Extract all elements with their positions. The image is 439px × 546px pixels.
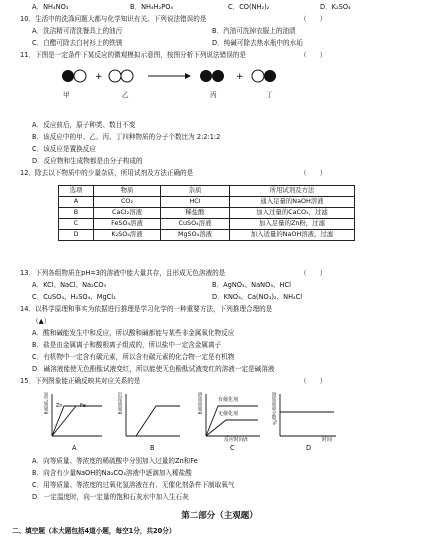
part2-title: 第二部分（主观题） <box>181 511 258 521</box>
table-cell: 通入足量的NaOH溶液 <box>230 197 355 208</box>
graph-c-legend-without: 无催化剂 <box>218 411 239 417</box>
graph-c-xlabel: 反应时间/t <box>224 437 248 443</box>
q11-opt-d: D．反应物和生成物都是由分子构成的 <box>32 157 143 165</box>
label-yi: 乙 <box>122 91 129 99</box>
graph-b-ylabel: 沉淀质量/g <box>116 392 122 415</box>
q10-opt-c: C．白醋可除去白衬衫上的铁锈 <box>32 39 123 47</box>
q9-opt-b: B．NH₄H₂PO₄ <box>130 3 174 11</box>
q14-opt-b: B．盐是由金属离子和酸根离子组成的，所以盐中一定含金属离子 <box>32 341 222 349</box>
q14-stem: 14．以科学原理和事实为依据进行推理是学习化学的一种重要方法，下列推理合理的是 <box>20 305 273 313</box>
q15-opt-d: D．一定温度时，向一定量的饱和石灰水中加入生石灰 <box>32 493 189 501</box>
q13-stem: 13．下列各组物质在pH=3的溶液中能大量共存，且形成无色溶液的是 <box>20 269 226 277</box>
graph-a-ylabel: 氢气质量/g <box>42 392 48 415</box>
q9-opt-a: A．NH₄NO₃ <box>32 3 69 11</box>
reaction-diagram <box>40 62 340 106</box>
q14-opt-d: D．碱溶液能使无色酚酞试液变红，所以能使无色酚酞试液变红的溶液一定是碱溶液 <box>32 365 275 373</box>
q10-stem: 10．生活中的洗涤问题大都与化学知识有关。下列说法错误的是 <box>20 15 207 23</box>
label-jia: 甲 <box>63 91 70 99</box>
table-cell: D <box>59 230 94 241</box>
q12-paren: （ ） <box>300 169 327 177</box>
graph-a-legend-zn: Zn <box>56 403 63 409</box>
q11-paren: （ ） <box>300 51 327 59</box>
table-header: 杂质 <box>161 186 230 197</box>
q9-opt-c: C．CO(NH₂)₂ <box>228 3 270 11</box>
q13-opt-b: B．AgNO₃、NaNO₃、HCl <box>212 281 291 289</box>
graph-b <box>126 394 180 436</box>
table-cell: 加入适量的NaOH溶液，过滤 <box>230 230 355 241</box>
q15-paren: （ ） <box>300 377 327 385</box>
table-cell: CaCl₂溶液 <box>94 208 161 219</box>
table-cell: 加入足量的Zn粉，过滤 <box>230 219 355 230</box>
q11-opt-c: C．该反应是置换反应 <box>32 145 96 153</box>
table-cell: C <box>59 219 94 230</box>
table-row <box>59 230 355 241</box>
table-cell: 加入过量的CaCO₃，过滤 <box>230 208 355 219</box>
graph-a-legend-fe: Fe <box>80 403 86 409</box>
graph-a-fe-line <box>52 403 76 436</box>
q14-opt-a: A．酸和碱能发生中和反应，所以酸和碱都能与某些非金属氧化物反应 <box>32 329 235 337</box>
graph-d <box>280 394 336 436</box>
label-ding: 丁 <box>266 91 273 99</box>
q11-opt-a: A．反应前后，原子种类、数目不变 <box>32 121 136 129</box>
impurity-table <box>58 185 355 241</box>
plus-sign-2: + <box>236 72 244 82</box>
table-header: 物质 <box>94 186 161 197</box>
molecule-jia <box>62 70 86 82</box>
molecule-yi <box>109 70 133 82</box>
graph-d-ylabel: 溶质质量分数/% <box>270 392 276 425</box>
graph-letter-c: C <box>230 444 235 452</box>
molecule-bing <box>200 70 224 82</box>
table-cell: 稀盐酸 <box>161 208 230 219</box>
q13-opt-c: C．CuSO₄、H₂SO₄、MgCl₂ <box>32 293 116 301</box>
q11-opt-b: B．该反应中的甲、乙、丙、丁四种物质的分子个数比为 2:2:1:2 <box>32 133 221 141</box>
q15-stem: 15．下列图象能正确反映其对应关系的是 <box>20 377 141 385</box>
q10-opt-d: D．纯碱可除去热水瓶中的水垢 <box>212 39 303 47</box>
graph-letter-b: B <box>150 444 155 452</box>
q14-opt-c: C．有机物中一定含有碳元素，所以含有碳元素的化合物一定是有机物 <box>32 353 235 361</box>
table-row <box>59 208 355 219</box>
table-header: 选项 <box>59 186 94 197</box>
q12-stem: 12．除去以下物质中的少量杂质，所用试剂及方法正确的是 <box>20 169 194 177</box>
table-cell: B <box>59 208 94 219</box>
q10-opt-b: B．汽油可洗掉衣服上的油渍 <box>212 27 296 35</box>
q13-opt-d: D．KNO₃、Ca(NO₃)₂、NH₄Cl <box>212 293 303 301</box>
graph-d-xlabel: 时间 <box>322 437 333 443</box>
plus-sign-1: + <box>95 72 103 82</box>
label-bing: 丙 <box>210 91 217 99</box>
graph-letter-a: A <box>72 444 77 452</box>
q15-opt-a: A．向等质量、等浓度的稀硫酸中分别加入过量的Zn和Fe <box>32 457 198 465</box>
table-cell: HCl <box>161 197 230 208</box>
q13-paren: （ ） <box>300 269 327 277</box>
table-header: 所用试剂及方法 <box>230 186 355 197</box>
q15-graphs <box>40 388 340 444</box>
q10-opt-a: A．洗洁精可清洗餐具上的油污 <box>32 27 123 35</box>
table-cell: FeSO₄溶液 <box>94 219 161 230</box>
table-row <box>59 197 355 208</box>
table-row <box>59 219 355 230</box>
q15-opt-b: B．向含有少量NaOH的Na₂CO₃溶液中逐滴加入稀盐酸 <box>32 469 192 477</box>
graph-a-zn-line <box>52 403 102 436</box>
table-cell: CuSO₄溶液 <box>161 219 230 230</box>
table-cell: K₂SO₄溶液 <box>94 230 161 241</box>
graph-c-legend-with: 有催化剂 <box>218 397 239 403</box>
graph-c-ylabel: 溶质质量/g <box>196 392 202 415</box>
table-header-row <box>59 186 355 197</box>
q14-stem-paren: （▲） <box>32 317 51 325</box>
table-cell: MgSO₄溶液 <box>161 230 230 241</box>
q10-paren: （ ） <box>300 15 327 23</box>
table-cell: A <box>59 197 94 208</box>
graph-letter-d: D <box>306 444 312 452</box>
q11-stem: 11．下图是一定条件下某反应的微观模拟示意图，按图分析下列说法错误的是 <box>20 51 246 59</box>
q13-opt-a: A．KCl、NaCl、Na₂CO₃ <box>32 281 107 289</box>
graph-a <box>52 394 102 436</box>
table-cell: CO₂ <box>94 197 161 208</box>
q15-opt-c: C．用等质量、等浓度的过氧化氢溶液在有、无催化剂条件下制取氧气 <box>32 481 235 489</box>
fill-heading: 二、填空题（本大题包括4道小题，每空1分，共20分） <box>12 527 176 535</box>
q9-opt-d: D．K₂SO₄ <box>320 3 351 11</box>
molecule-ding <box>252 70 276 82</box>
